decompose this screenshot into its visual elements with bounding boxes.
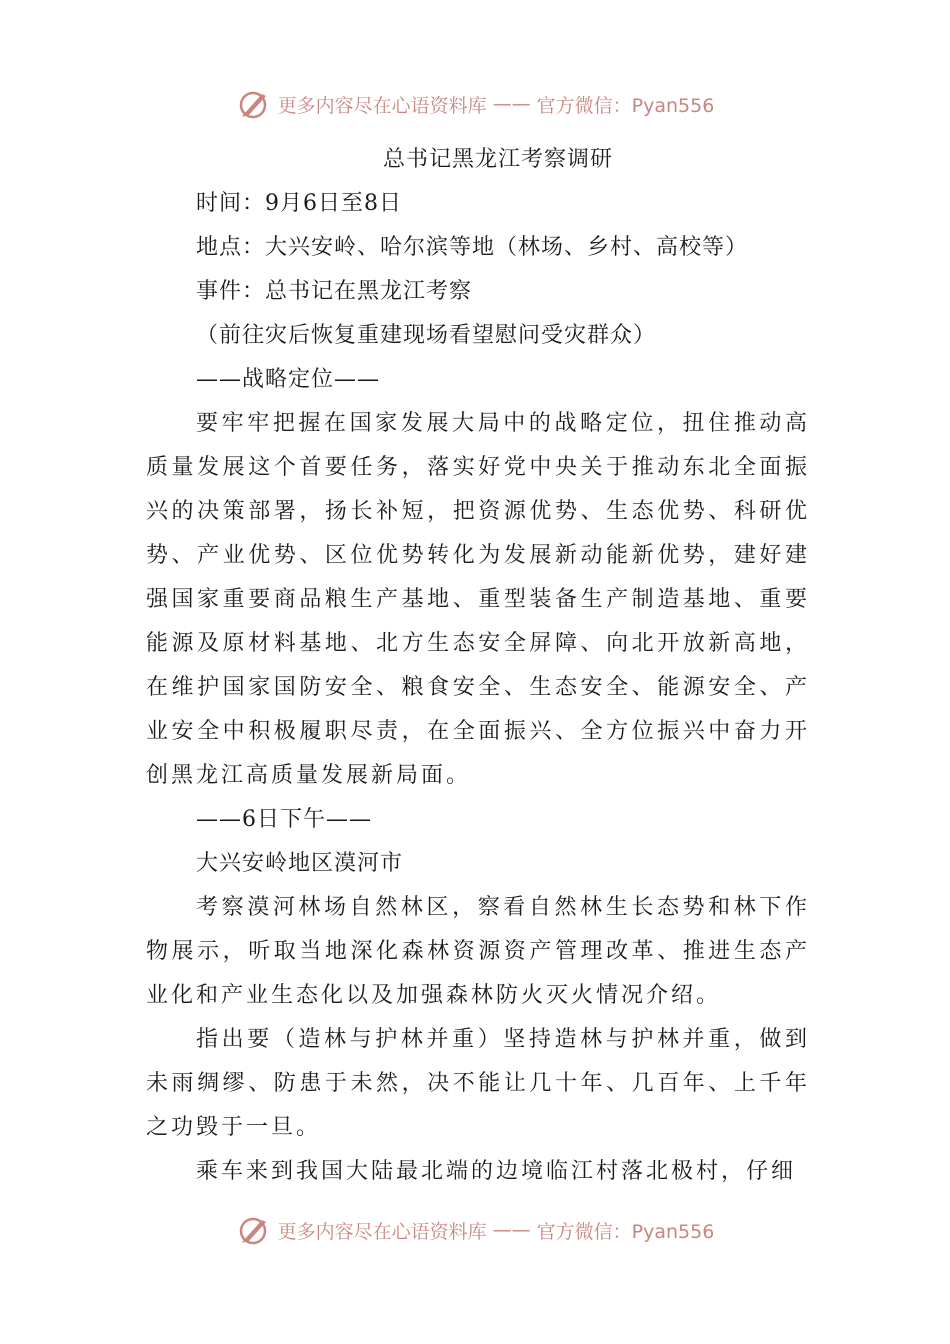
banner-text: 更多内容尽在心语资料库 bbox=[277, 1220, 487, 1243]
event-note-line: （前往灾后恢复重建现场看望慰问受灾群众） bbox=[196, 323, 657, 348]
document-body bbox=[146, 138, 810, 1194]
paragraph-strategy: 要牢牢把握在国家发展大局中的战略定位，扭住推动高质量发展这个首要任务，落实好党中央关于推动东北全面振兴的决策部署，扬长补短，把资源优势、生态优势、科研优势、产业优势、区位优势转化为发展新动能新优势，建好建强国家重要商品粮生产基地、重型装备生产制造基地、重要能源及原材料基地、北方生态安全屏障、向北开放新高地，在维护国家国防安全、粮食安全、生态安全、能源安全、产业安全中积极履职尽责，在全面振兴、全方位振兴中奋力开创黑龙江高质量发展新局面。 bbox=[146, 411, 810, 788]
pen-logo-icon bbox=[236, 1212, 272, 1248]
document-title: 总书记黑龙江考察调研 bbox=[382, 147, 613, 172]
location-mohe: 大兴安岭地区漠河市 bbox=[196, 851, 404, 876]
time-line: 时间：9月6日至8日 bbox=[196, 191, 402, 216]
paragraph-afforestation: 指出要（造林与护林并重）坚持造林与护林并重，做到未雨绸缪、防患于未然，决不能让几十年、几百年、上千年之功毁于一旦。 bbox=[146, 1027, 810, 1140]
paragraph-forest-inspection: 考察漠河林场自然林区，察看自然林生长态势和林下作物展示，听取当地深化森林资源资产管理改革、推进生态产业化和产业生态化以及加强森林防火灭火情况介绍。 bbox=[146, 895, 810, 1008]
section-heading-strategy: ——战略定位—— bbox=[196, 367, 381, 392]
event-line: 事件：总书记在黑龙江考察 bbox=[196, 279, 473, 304]
place-line: 地点：大兴安岭、哈尔滨等地（林场、乡村、高校等） bbox=[196, 235, 749, 260]
pen-logo-icon bbox=[236, 86, 272, 122]
section-heading-6th-afternoon: ——6日下午—— bbox=[196, 807, 372, 832]
banner-separator: —— bbox=[492, 1219, 531, 1241]
footer-watermark-banner bbox=[0, 1208, 950, 1252]
banner-separator: —— bbox=[492, 93, 531, 115]
banner-suffix: 官方微信：Pyan556 bbox=[536, 94, 715, 117]
banner-text: 更多内容尽在心语资料库 bbox=[277, 94, 487, 117]
header-watermark-banner bbox=[0, 82, 950, 126]
banner-suffix: 官方微信：Pyan556 bbox=[536, 1220, 715, 1243]
paragraph-beiji-village: 乘车来到我国大陆最北端的边境临江村落北极村，仔细 bbox=[196, 1159, 797, 1184]
